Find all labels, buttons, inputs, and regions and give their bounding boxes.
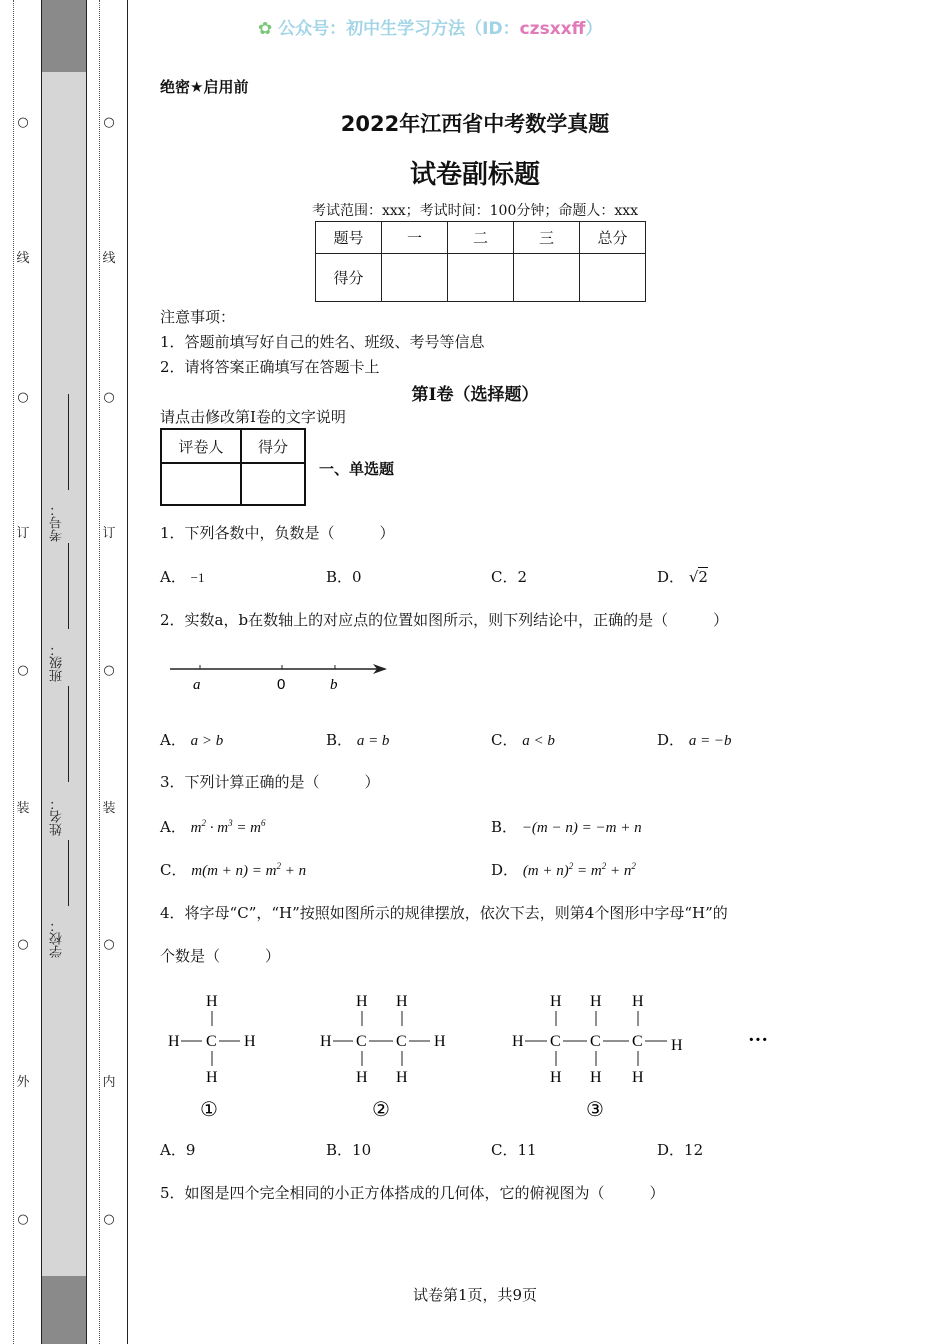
svg-text:H: H [396,993,408,1010]
svg-text:②: ② [372,1099,390,1121]
page-title: 2022年江西省中考数学真题 [340,112,610,136]
svg-text:H: H [632,993,644,1010]
option-a[interactable]: A． −1 [160,568,205,586]
question-stem: 2．实数a，b在数轴上的对应点的位置如图所示，则下列结论中，正确的是（ ） [160,611,729,629]
grader-cell[interactable] [161,463,241,505]
section-title: 第I卷（选择题） [411,385,539,405]
option-c[interactable]: C．11 [491,1141,537,1159]
option-d[interactable]: D． √2 [657,568,708,586]
option-b[interactable]: B．0 [326,568,362,586]
svg-text:①: ① [200,1099,218,1121]
option-a[interactable]: A．9 [160,1141,196,1159]
svg-text:H: H [632,1069,644,1086]
svg-text:H: H [206,993,218,1010]
option-b[interactable]: B．10 [326,1141,372,1159]
point-a-label: a [193,677,201,693]
binding-circle: ○ [103,937,115,952]
grader-cell[interactable] [241,463,305,505]
binding-circle: ○ [103,115,115,130]
binding-char-zhuang: 装 [102,801,116,816]
figure-1 [168,993,256,1121]
binding-circle: ○ [17,115,29,130]
watermark: ✿ 公众号：初中生学习方法（ID：czsxxff） [258,19,603,39]
label-school: 学校： [50,919,65,958]
point-b-label: b [330,677,338,693]
svg-text:H: H [434,1033,446,1050]
svg-text:H: H [168,1033,180,1050]
secret-label: 绝密★启用前 [160,78,249,96]
grader-table [160,428,306,506]
notes-title: 注意事项： [160,308,236,326]
svg-text:H: H [244,1033,256,1050]
svg-text:C: C [206,1033,217,1050]
binding-circle: ○ [103,1212,115,1227]
page-subtitle: 试卷副标题 [409,160,540,190]
binding-char-xian: 线 [16,251,30,266]
option-b[interactable]: B． −(m − n) = −m + n [491,818,642,836]
grader-header: 得分 [241,429,305,463]
option-c[interactable]: C．2 [491,568,528,586]
zero-label: 0 [277,676,286,693]
binding-circle: ○ [103,663,115,678]
option-a[interactable]: A． a > b [160,731,224,749]
wechat-icon: ✿ [258,19,279,39]
option-b[interactable]: B． a = b [326,731,390,749]
option-d[interactable]: D． $(m + n)^2 = m^2 + n^2$ [491,861,636,879]
svg-text:H: H [590,1069,602,1086]
score-table [315,221,646,302]
svg-text:C: C [550,1033,561,1050]
score-header: 二 [448,222,514,254]
question-stem: 4．将字母“C”，“H”按照如图所示的规律摆放，依次下去，则第4个图形中字母“H”的 [160,904,728,922]
page-footer: 试卷第1页，共9页 [412,1286,538,1304]
binding-char-xian: 线 [102,251,116,266]
svg-text:C: C [396,1033,407,1050]
binding-char-ding: 订 [102,526,116,541]
svg-text:C: C [356,1033,367,1050]
question-stem: 3．下列计算正确的是（ ） [160,773,380,791]
question-stem: 5．如图是四个完全相同的小正方体搭成的几何体，它的俯视图为（ ） [160,1184,665,1202]
grader-header: 评卷人 [161,429,241,463]
score-row-label: 得分 [316,254,382,302]
svg-text:③: ③ [586,1099,604,1121]
label-exam-number: 考号： [50,503,65,542]
score-header: 三 [514,222,580,254]
part-title: 一、单选题 [319,460,395,478]
score-cell[interactable] [514,254,580,302]
option-c[interactable]: C． a < b [491,731,555,749]
label-class: 班级： [50,643,65,682]
svg-text:H: H [550,993,562,1010]
svg-text:H: H [206,1069,218,1086]
svg-text:C: C [590,1033,601,1050]
binding-char-ding: 订 [16,526,30,541]
svg-text:H: H [590,993,602,1010]
option-a[interactable]: A． $m^2 \cdot m^3 = m^6$ [160,818,266,836]
option-d[interactable]: D．12 [657,1141,704,1159]
svg-text:H: H [356,1069,368,1086]
binding-circle: ○ [17,1212,29,1227]
binding-circle: ○ [17,390,29,405]
section-desc: 请点击修改第I卷的文字说明 [160,408,346,426]
note-item: 1．答题前填写好自己的姓名、班级、考号等信息 [160,333,485,351]
molecule-figures [160,988,800,1122]
figure-3 [512,993,683,1121]
svg-text:H: H [550,1069,562,1086]
binding-char-zhuang: 装 [16,801,30,816]
option-c[interactable]: C． $m(m + n) = m^2 + n$ [160,861,307,879]
binding-char-wai: 外 [16,1075,30,1090]
question-stem-cont: 个数是（ ） [160,947,281,965]
binding-char-nei: 内 [102,1075,116,1090]
score-header: 题号 [316,222,382,254]
option-d[interactable]: D． a = −b [657,731,732,749]
svg-text:H: H [356,993,368,1010]
score-cell[interactable] [580,254,646,302]
question-stem: 1．下列各数中，负数是（ ） [160,524,395,542]
score-cell[interactable] [382,254,448,302]
svg-text:H: H [671,1037,683,1054]
ellipsis: ··· [748,1029,769,1051]
score-header: 总分 [580,222,646,254]
note-item: 2．请将答案正确填写在答题卡上 [160,358,380,376]
svg-text:H: H [320,1033,332,1050]
svg-text:C: C [632,1033,643,1050]
binding-circle: ○ [103,390,115,405]
label-name: 姓名： [50,797,65,836]
number-line-figure [165,655,395,695]
score-header: 一 [382,222,448,254]
exam-info: 考试范围：xxx；考试时间：100分钟；命题人：xxx [311,203,639,219]
sqrt-symbol: √2 [688,568,708,586]
svg-text:H: H [512,1033,524,1050]
binding-circle: ○ [17,937,29,952]
figure-2 [320,993,446,1121]
svg-text:H: H [396,1069,408,1086]
score-cell[interactable] [448,254,514,302]
binding-circle: ○ [17,663,29,678]
